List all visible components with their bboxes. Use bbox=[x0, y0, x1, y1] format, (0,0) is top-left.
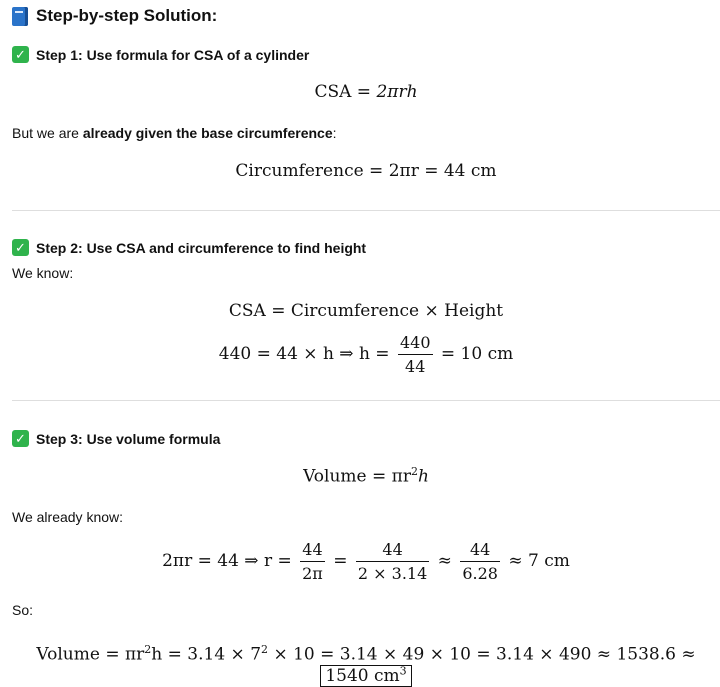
fraction-numerator: 44 bbox=[300, 540, 325, 562]
final-answer: 1540 cm bbox=[325, 666, 400, 687]
step3-heading-text: Step 3: Use volume formula bbox=[36, 430, 221, 447]
step3-heading bbox=[12, 430, 220, 447]
volume-formula-h: h bbox=[417, 466, 429, 487]
step2-heading bbox=[12, 239, 366, 256]
fraction-denominator: 6.28 bbox=[462, 564, 498, 583]
note-prefix: But we are bbox=[12, 125, 83, 141]
calc-exponent-2: 2 bbox=[261, 643, 269, 656]
step1-heading bbox=[12, 46, 309, 63]
volume-formula-a: Volume = πr bbox=[303, 466, 411, 487]
already-know-label: We already know: bbox=[12, 509, 124, 525]
fraction-numerator: 440 bbox=[398, 333, 433, 355]
note-suffix: : bbox=[332, 125, 337, 141]
circumference-equation: Circumference = 2πr = 44 cm bbox=[235, 161, 497, 181]
calc-part-c: × 10 = 3.14 × 49 × 10 = 3.14 × 490 ≈ 1538.6 ≈ bbox=[273, 644, 696, 665]
csa-formula: CSA = 2πrh bbox=[314, 82, 418, 102]
radius-solve-right: ≈ 7 cm bbox=[508, 551, 570, 571]
volume-formula bbox=[12, 465, 720, 487]
radius-solve-left: 2πr = 44 ⇒ r = bbox=[162, 551, 292, 571]
fraction-denominator: 2 × 3.14 bbox=[357, 564, 428, 583]
fraction-denominator: 2π bbox=[302, 564, 323, 583]
note-bold: already given the base circumference bbox=[82, 125, 333, 141]
answer-exponent: 3 bbox=[399, 664, 407, 678]
check-icon: ✓ bbox=[12, 46, 29, 63]
csa-relation: CSA = Circumference × Height bbox=[228, 301, 504, 321]
step2-heading-text: Step 2: Use CSA and circumference to find height bbox=[36, 239, 367, 256]
csa-lhs: CSA bbox=[314, 82, 352, 102]
divider bbox=[12, 400, 720, 401]
book-icon bbox=[12, 7, 28, 26]
calc-part-b: h = 3.14 × 7 bbox=[151, 644, 262, 665]
fraction-denominator: 44 bbox=[405, 357, 426, 376]
check-icon: ✓ bbox=[12, 430, 29, 447]
height-solution bbox=[12, 333, 720, 376]
divider bbox=[12, 210, 720, 211]
title-text: Step-by-step Solution: bbox=[36, 6, 218, 25]
check-icon: ✓ bbox=[12, 239, 29, 256]
radius-fraction-2 bbox=[356, 540, 429, 583]
final-answer-box bbox=[320, 665, 411, 687]
height-solve-left: 440 = 44 × h ⇒ h = bbox=[218, 344, 390, 364]
calc-exponent-1: 2 bbox=[144, 643, 152, 656]
radius-solution: 2πr = 44 ⇒ r = $\frac{44}{2\pi}$ = $\frac{44}{2 \times 3.14}$ ≈ $\frac{44}{6.28}$ ≈ 7 cm bbox=[162, 540, 570, 583]
fraction-numerator: 44 bbox=[356, 540, 429, 562]
radius-fraction-1 bbox=[300, 540, 325, 583]
height-fraction bbox=[398, 333, 433, 376]
csa-rhs: 2πrh bbox=[376, 82, 418, 102]
so-label: So: bbox=[12, 602, 34, 618]
volume-calculation bbox=[12, 643, 720, 686]
step1-note bbox=[12, 125, 337, 141]
radius-fraction-3 bbox=[460, 540, 500, 583]
step1-heading-text: Step 1: Use formula for CSA of a cylinder bbox=[36, 46, 310, 63]
height-solve-right: = 10 cm bbox=[440, 344, 514, 364]
we-know-label: We know: bbox=[12, 265, 74, 281]
fraction-numerator: 44 bbox=[460, 540, 500, 562]
page-title bbox=[12, 6, 217, 26]
calc-part-a: Volume = πr bbox=[36, 644, 145, 665]
volume-exponent: 2 bbox=[410, 465, 418, 478]
